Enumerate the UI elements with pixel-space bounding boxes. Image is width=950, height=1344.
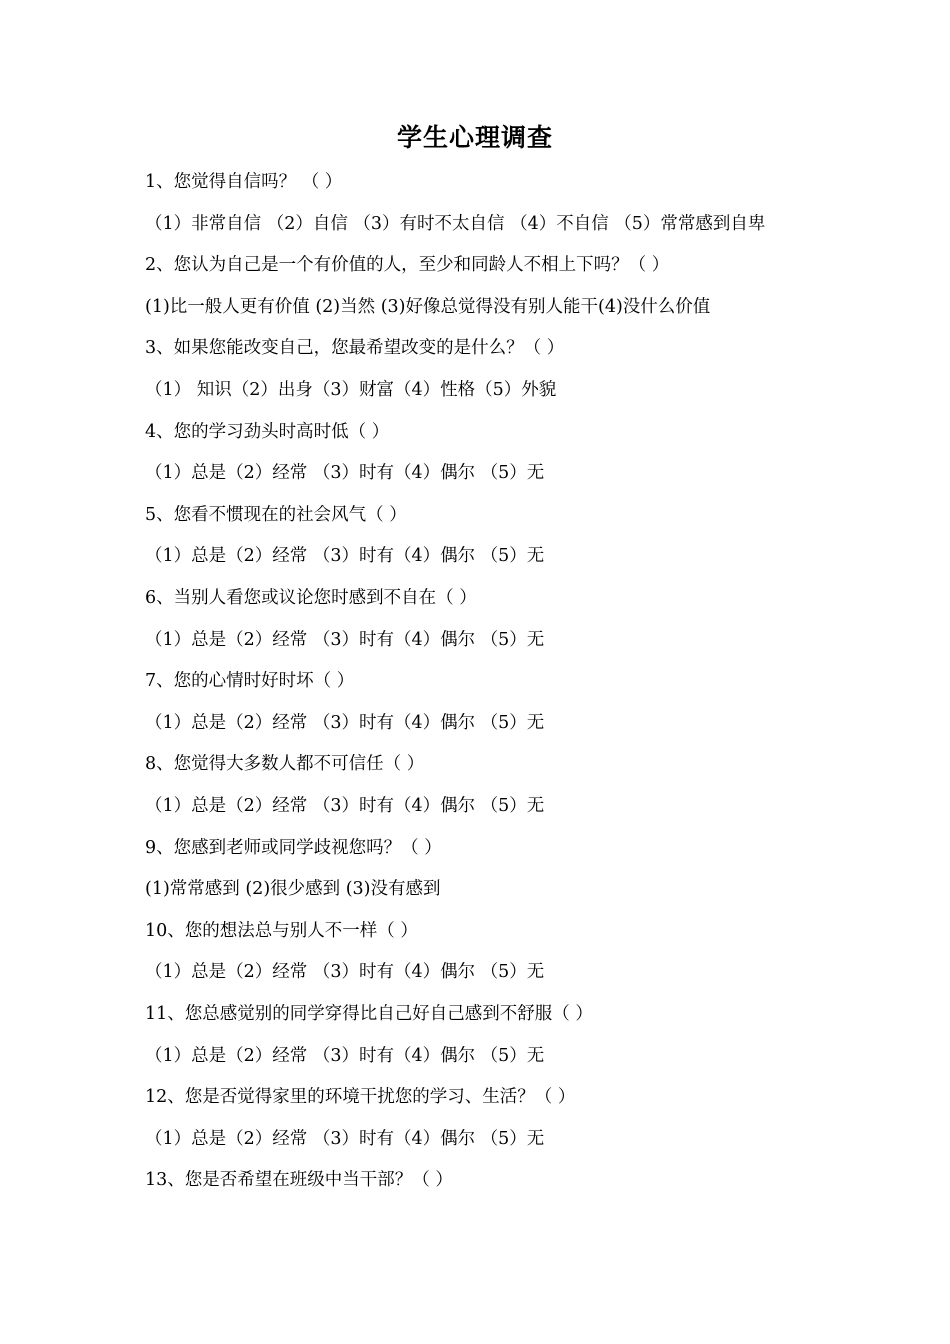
question-text: 10、您的想法总与别人不一样（ ） bbox=[145, 921, 418, 941]
answer-options: （1）总是（2）经常 （3）时有（4）偶尔 （5）无 bbox=[145, 1129, 545, 1149]
question-text: 1、您觉得自信吗？ （ ） bbox=[145, 172, 343, 192]
question-text: 9、您感到老师或同学歧视您吗？（ ） bbox=[145, 838, 442, 858]
answer-options: （1）总是（2）经常 （3）时有（4）偶尔 （5）无 bbox=[145, 962, 545, 982]
document-title: 学生心理调查 bbox=[396, 123, 553, 152]
answer-options: （1）总是（2）经常 （3）时有（4）偶尔 （5）无 bbox=[145, 1046, 545, 1066]
question-text: 7、您的心情时好时坏（ ） bbox=[145, 671, 355, 691]
question-text: 4、您的学习劲头时高时低（ ） bbox=[145, 422, 390, 442]
answer-options: (1)比一般人更有价值 (2)当然 (3)好像总觉得没有别人能干(4)没什么价值 bbox=[145, 297, 711, 317]
answer-options: （1）非常自信 （2）自信 （3）有时不太自信 （4）不自信 （5）常常感到自卑 bbox=[145, 214, 766, 234]
question-text: 3、如果您能改变自己，您最希望改变的是什么？（ ） bbox=[145, 338, 565, 358]
question-text: 5、您看不惯现在的社会风气（ ） bbox=[145, 505, 407, 525]
answer-options: （1）总是（2）经常 （3）时有（4）偶尔 （5）无 bbox=[145, 713, 545, 733]
question-text: 6、当别人看您或议论您时感到不自在（ ） bbox=[145, 588, 477, 608]
answer-options: （1）总是（2）经常 （3）时有（4）偶尔 （5）无 bbox=[145, 463, 545, 483]
question-text: 2、您认为自己是一个有价值的人，至少和同龄人不相上下吗？（ ） bbox=[145, 255, 670, 275]
answer-options: （1）总是（2）经常 （3）时有（4）偶尔 （5）无 bbox=[145, 546, 545, 566]
answer-options: （1） 知识（2）出身（3）财富（4）性格（5）外貌 bbox=[145, 380, 557, 400]
answer-options: (1)常常感到 (2)很少感到 (3)没有感到 bbox=[145, 879, 441, 899]
question-text: 12、您是否觉得家里的环境干扰您的学习、生活？（ ） bbox=[145, 1087, 576, 1107]
answer-options: （1）总是（2）经常 （3）时有（4）偶尔 （5）无 bbox=[145, 630, 545, 650]
answer-options: （1）总是（2）经常 （3）时有（4）偶尔 （5）无 bbox=[145, 796, 545, 816]
question-text: 11、您总感觉别的同学穿得比自己好自己感到不舒服（ ） bbox=[145, 1004, 593, 1024]
question-text: 8、您觉得大多数人都不可信任（ ） bbox=[145, 754, 425, 774]
question-text: 13、您是否希望在班级中当干部？（ ） bbox=[145, 1170, 453, 1190]
